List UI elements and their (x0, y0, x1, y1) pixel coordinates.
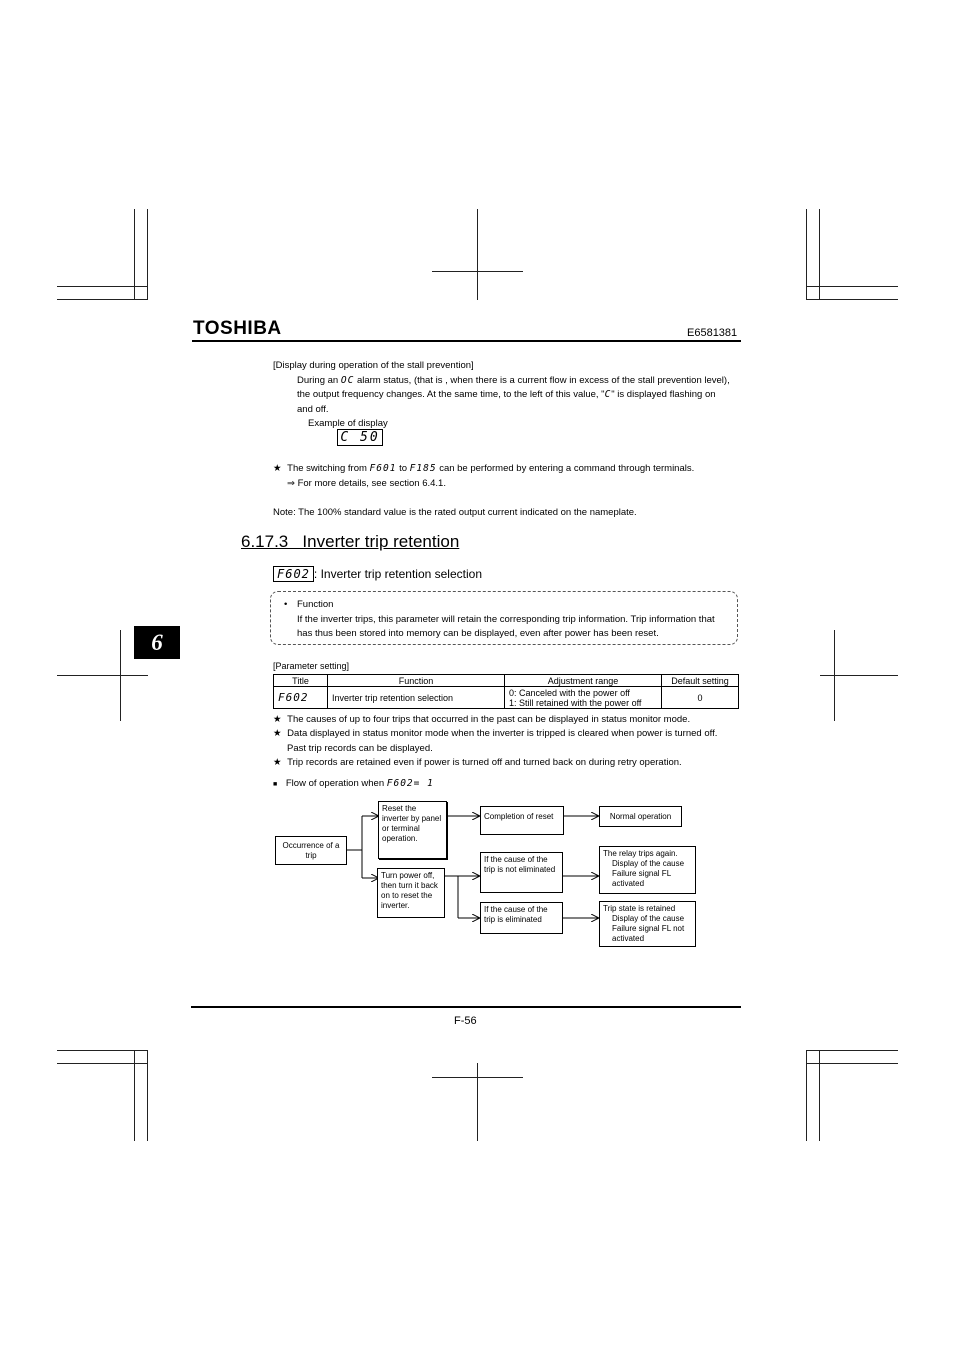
code-to: F185 (409, 463, 437, 474)
star-icon: ★ (273, 714, 282, 725)
row-title: F602 (274, 687, 328, 709)
reset-text: Reset the inverter by panel or terminal operation. (382, 804, 442, 843)
completion-box (480, 806, 564, 835)
relay-line-1: The relay trips again. (603, 849, 678, 858)
function-label: Function (297, 599, 334, 610)
relay-line-2: Display of the cause (612, 859, 685, 868)
note-text: Trip records are retained even if power is turned off and turned back on during retry operation. (287, 757, 682, 768)
square-bullet-icon: ■ (273, 781, 278, 788)
function-text-2: has thus been stored into memory can be displayed, even after power has been reset. (297, 628, 659, 639)
relay-line-4: activated (612, 879, 645, 888)
not-eliminated-box (480, 852, 563, 893)
example-label: Example of display (308, 418, 388, 429)
occurrence-box (275, 836, 347, 865)
header-range: Adjustment range (505, 675, 662, 687)
code-from: F601 (369, 463, 397, 474)
flow-code: F602= 1 (386, 778, 434, 789)
star-icon: ★ (273, 463, 282, 474)
retained-line-4: activated (612, 934, 645, 943)
eliminated-box (480, 902, 563, 934)
doc-number: E6581381 (687, 327, 738, 339)
relay-trips-box (599, 846, 696, 894)
rated-current-note: Note: The 100% standard value is the rated output current indicated on the nameplate. (273, 507, 637, 518)
stall-line1-pre: During an (297, 375, 339, 386)
brand-logo: TOSHIBA (193, 318, 282, 339)
reset-box (378, 801, 447, 859)
note-text: The causes of up to four trips that occurred in the past can be displayed in status monitor mode. (287, 714, 691, 725)
header-function: Function (328, 675, 505, 687)
switching-pre: The switching from (287, 463, 367, 474)
eliminated-text: If the cause of the trip is eliminated (484, 905, 548, 924)
function-bullet: • (284, 599, 288, 610)
retained-line-1: Trip state is retained (603, 904, 676, 913)
row-function: Inverter trip retention selection (328, 687, 505, 709)
completion-text: Completion of reset (484, 812, 554, 821)
normal-box (599, 806, 682, 827)
power-cycle-box (377, 868, 445, 918)
c-display-code: C (604, 389, 612, 400)
section-reference: ⇒ For more details, see section 6.4.1. (287, 478, 446, 489)
row-default: 0 (662, 687, 739, 709)
star-icon: ★ (273, 728, 282, 739)
page-number: F-56 (454, 1015, 477, 1027)
param-code: F602 (273, 566, 314, 582)
oc-display-code: OC (340, 375, 355, 386)
chapter-number: 6 (151, 630, 163, 655)
stall-line1-post: alarm status, (that is , when there is a current flow in excess of the stall prevention level), (356, 375, 730, 386)
star-icon: ★ (273, 757, 282, 768)
header-default: Default setting (662, 675, 739, 687)
stall-line2-post: " is displayed flashing on (611, 389, 716, 400)
example-display: C 50 (337, 429, 383, 446)
footer-rule (191, 1006, 741, 1008)
header-title: Title (274, 675, 328, 687)
switching-mid: to (399, 463, 408, 474)
param-table-caption: [Parameter setting] (273, 661, 350, 671)
retained-line-2: Display of the cause (612, 914, 685, 923)
stall-line2-pre: the output frequency changes. At the same time, to the left of this value, " (297, 389, 605, 400)
flow-label: Flow of operation when (285, 778, 385, 789)
power-cycle-text: Turn power off, then turn it back on to reset the inverter. (381, 871, 438, 910)
trip-retained-box (599, 901, 696, 947)
note-text: Past trip records can be displayed. (287, 743, 433, 754)
switching-post: can be performed by entering a command through terminals. (439, 463, 695, 474)
stall-line3: and off. (297, 404, 329, 415)
occurrence-text: Occurrence of a trip (282, 841, 340, 860)
retained-line-3: Failure signal FL not (612, 924, 685, 933)
section-title: 6.17.3 Inverter trip retention (241, 532, 460, 551)
param-title: : Inverter trip retention selection (313, 567, 482, 581)
range-option-1: 1: Still retained with the power off (509, 697, 642, 708)
stall-heading: [Display during operation of the stall prevention] (273, 360, 474, 371)
range-option-0: 0: Canceled with the power off (509, 687, 630, 698)
not-eliminated-text: If the cause of the trip is not eliminated (484, 855, 556, 874)
relay-line-3: Failure signal FL (612, 869, 672, 878)
note-text: Data displayed in status monitor mode when the inverter is tripped is cleared when power is turned off. (287, 728, 718, 739)
normal-text: Normal operation (609, 812, 672, 821)
function-text-1: If the inverter trips, this parameter will retain the corresponding trip information. Trip information that (297, 614, 715, 625)
